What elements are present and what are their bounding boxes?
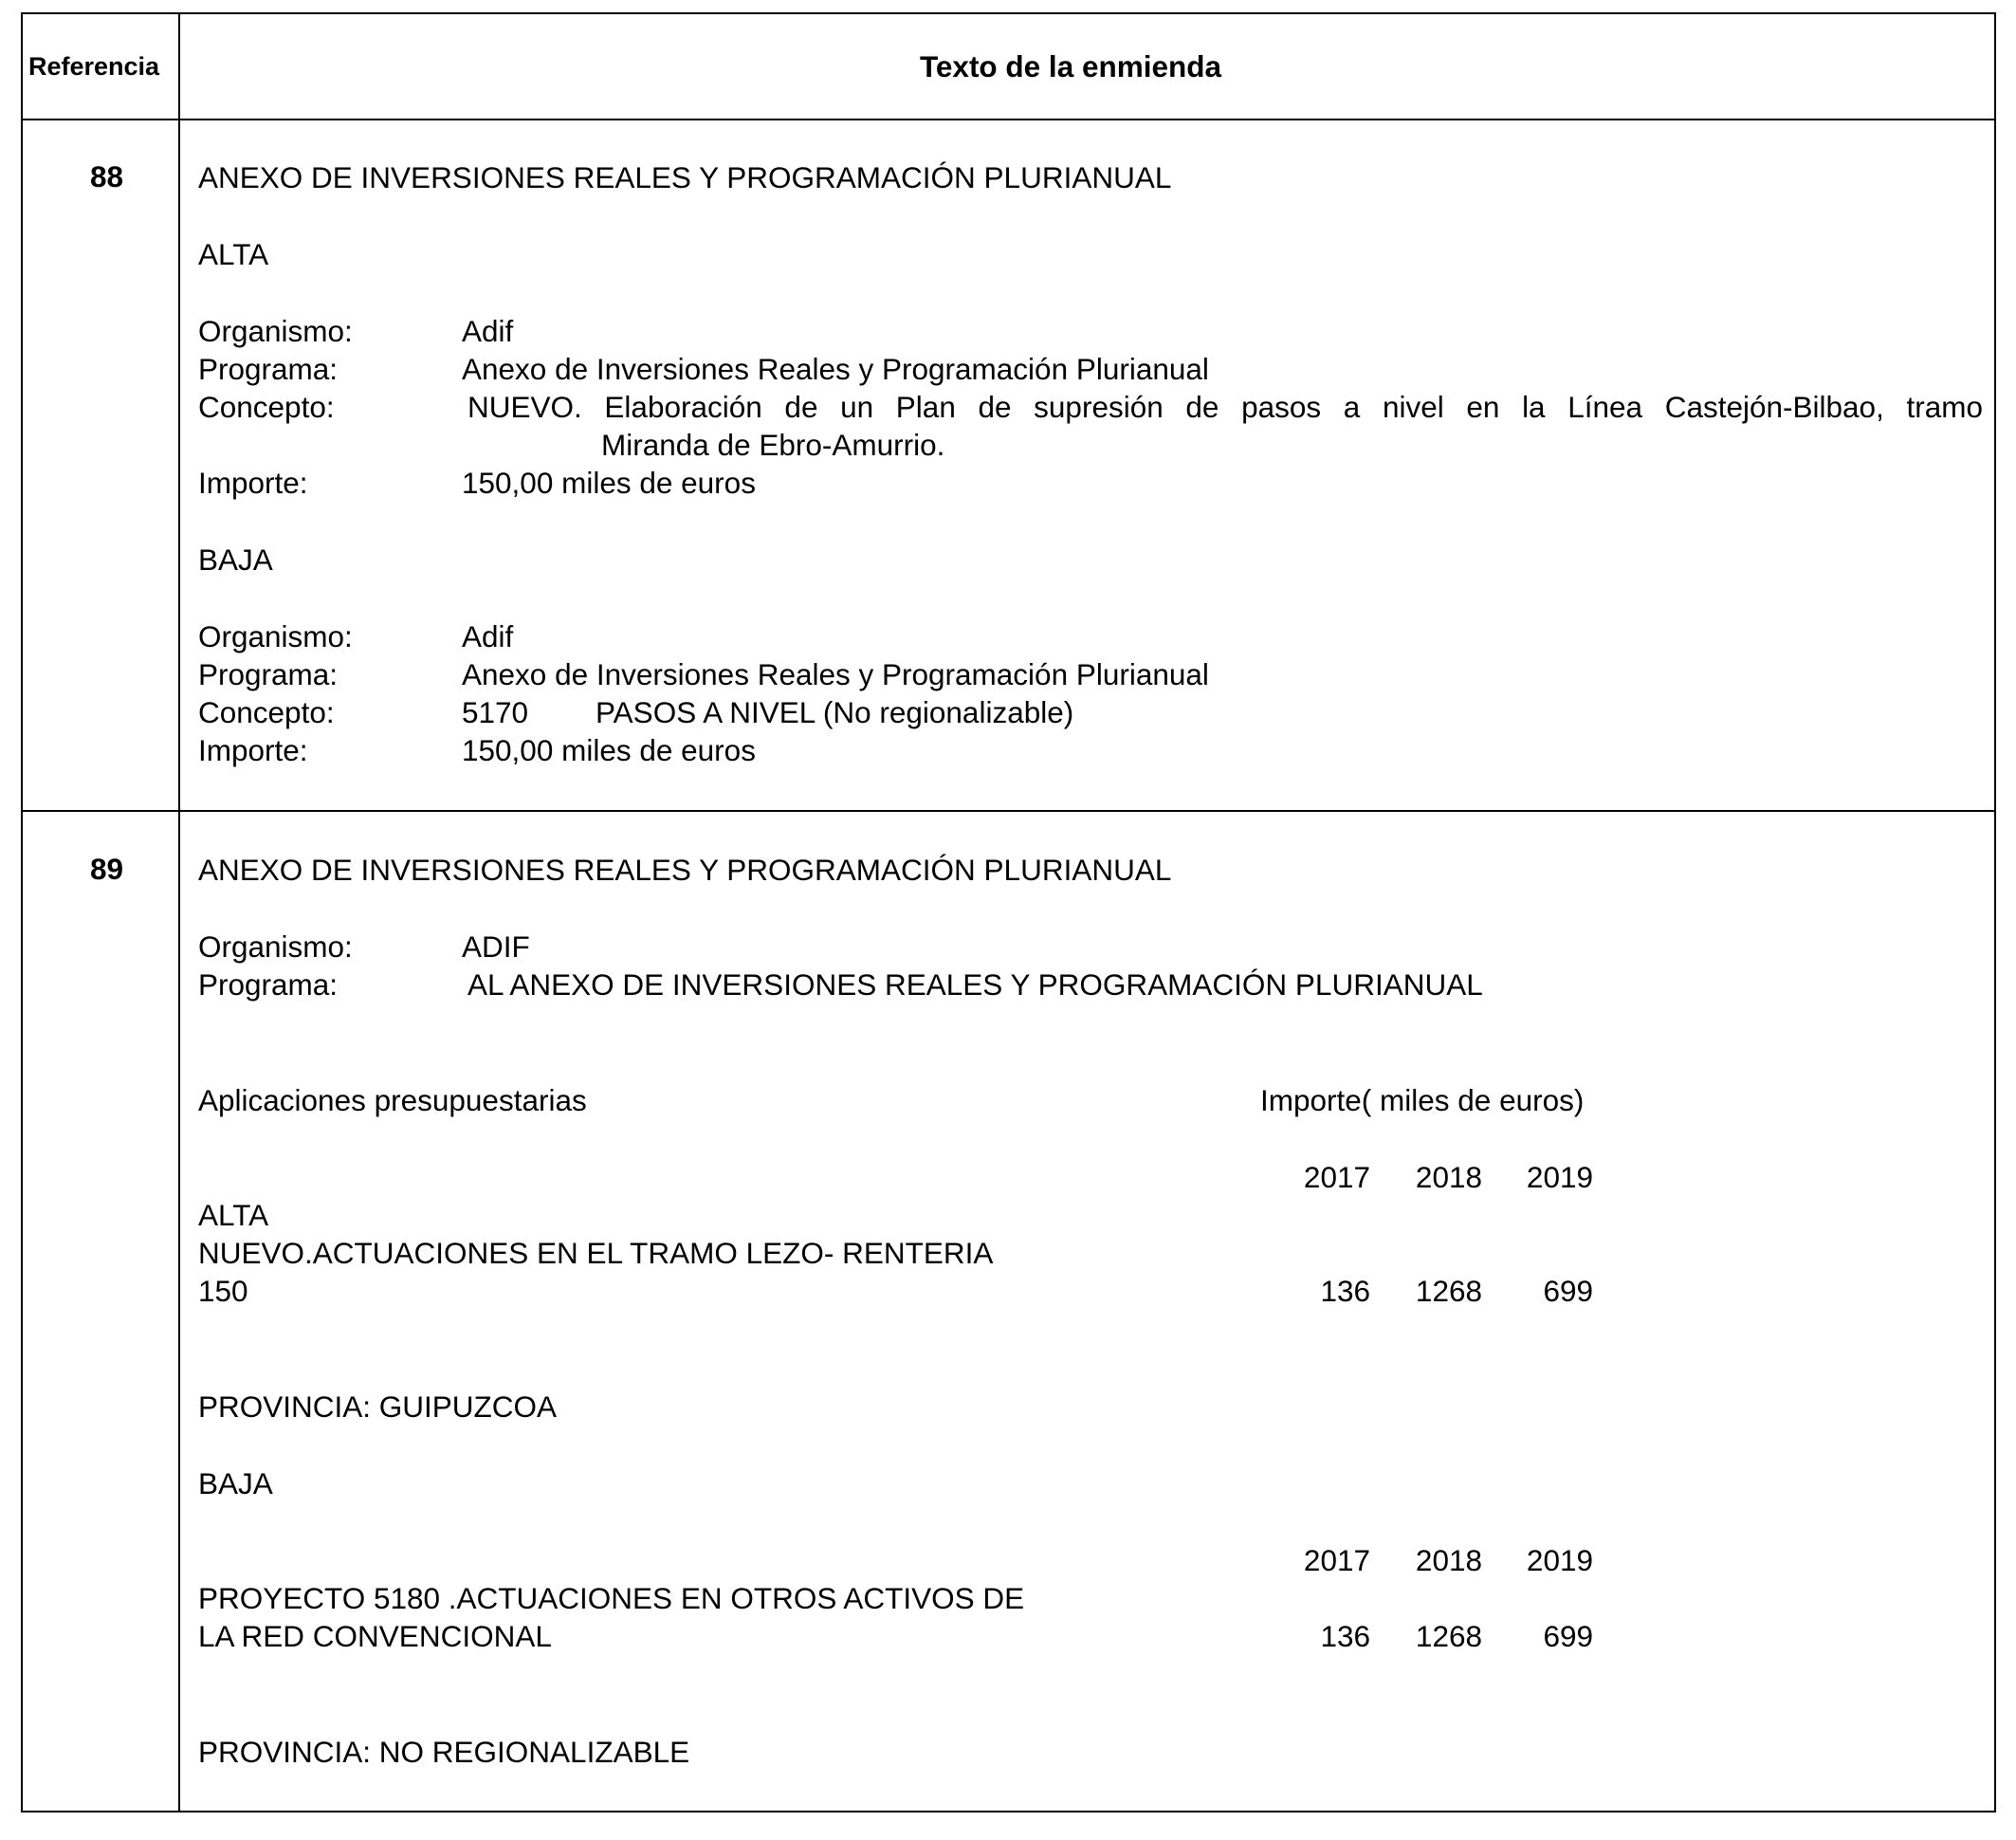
importe-value: 150,00 miles de euros <box>462 733 756 767</box>
organismo-value: Adif <box>462 314 514 348</box>
baja-item-line2: LA RED CONVENCIONAL <box>198 1619 552 1653</box>
concepto-label: Concepto: <box>198 390 335 424</box>
baja-value-2018: 1268 <box>1415 1619 1482 1653</box>
reference-number: 89 <box>90 852 124 886</box>
year-2017: 2017 <box>1303 1160 1370 1194</box>
header-reference: Referencia <box>28 52 160 81</box>
baja-value-2017: 136 <box>1320 1619 1370 1653</box>
programa-value: Anexo de Inversiones Reales y Programación Plurianual <box>462 352 1209 386</box>
programa-label: Programa: <box>198 657 339 691</box>
aplicaciones-label: Aplicaciones presupuestarias <box>198 1083 587 1117</box>
year-2018: 2018 <box>1415 1160 1482 1194</box>
concepto-value-line2: Miranda de Ebro-Amurrio. <box>601 428 945 462</box>
organismo-label: Organismo: <box>198 929 353 964</box>
baja-label: BAJA <box>198 1466 273 1500</box>
alta-item-line1: NUEVO.ACTUACIONES EN EL TRAMO LEZO- RENTERIA <box>198 1236 994 1270</box>
programa-value: AL ANEXO DE INVERSIONES REALES Y PROGRAMACIÓN PLURIANUAL <box>467 967 1483 1002</box>
programa-label: Programa: <box>198 352 339 386</box>
organismo-value: Adif <box>462 619 514 653</box>
alta-value-2018: 1268 <box>1415 1274 1482 1308</box>
alta-label: ALTA <box>198 237 269 271</box>
reference-number: 88 <box>90 159 124 193</box>
amendment-table <box>21 12 1996 1812</box>
importe-header: Importe( miles de euros) <box>1260 1083 1585 1117</box>
programa-value: Anexo de Inversiones Reales y Programación Plurianual <box>462 657 1209 691</box>
alta-label: ALTA <box>198 1198 269 1232</box>
baja-label: BAJA <box>198 543 273 577</box>
baja-value-2019: 699 <box>1543 1619 1593 1653</box>
organismo-value: ADIF <box>462 929 530 964</box>
programa-label: Programa: <box>198 967 339 1002</box>
alta-item-line2: 150 <box>198 1274 248 1308</box>
year-2017: 2017 <box>1303 1543 1370 1577</box>
year-2018: 2018 <box>1415 1543 1482 1577</box>
provincia-baja: PROVINCIA: NO REGIONALIZABLE <box>198 1735 690 1769</box>
concepto-value: PASOS A NIVEL (No regionalizable) <box>596 695 1074 729</box>
row-title: ANEXO DE INVERSIONES REALES Y PROGRAMACIÓN PLURIANUAL <box>198 160 1172 194</box>
organismo-label: Organismo: <box>198 619 353 653</box>
row-divider <box>23 810 1994 812</box>
concepto-value-line1: NUEVO. Elaboración de un Plan de supresión de pasos a nivel en la Línea Castejón-Bilbao, tramo <box>467 390 1983 424</box>
provincia-alta: PROVINCIA: GUIPUZCOA <box>198 1389 558 1424</box>
alta-value-2019: 699 <box>1543 1274 1593 1308</box>
importe-value: 150,00 miles de euros <box>462 466 756 500</box>
concepto-label: Concepto: <box>198 695 335 729</box>
concepto-code: 5170 <box>462 695 529 729</box>
header-text: Texto de la enmienda <box>920 49 1221 83</box>
row-title: ANEXO DE INVERSIONES REALES Y PROGRAMACIÓN PLURIANUAL <box>198 853 1172 887</box>
importe-label: Importe: <box>198 466 308 500</box>
column-divider <box>178 14 180 1811</box>
importe-label: Importe: <box>198 733 308 767</box>
organismo-label: Organismo: <box>198 314 353 348</box>
alta-value-2017: 136 <box>1320 1274 1370 1308</box>
header-divider <box>23 119 1994 120</box>
year-2019: 2019 <box>1526 1160 1593 1194</box>
year-2019: 2019 <box>1526 1543 1593 1577</box>
baja-item-line1: PROYECTO 5180 .ACTUACIONES EN OTROS ACTIVOS DE <box>198 1581 1025 1615</box>
